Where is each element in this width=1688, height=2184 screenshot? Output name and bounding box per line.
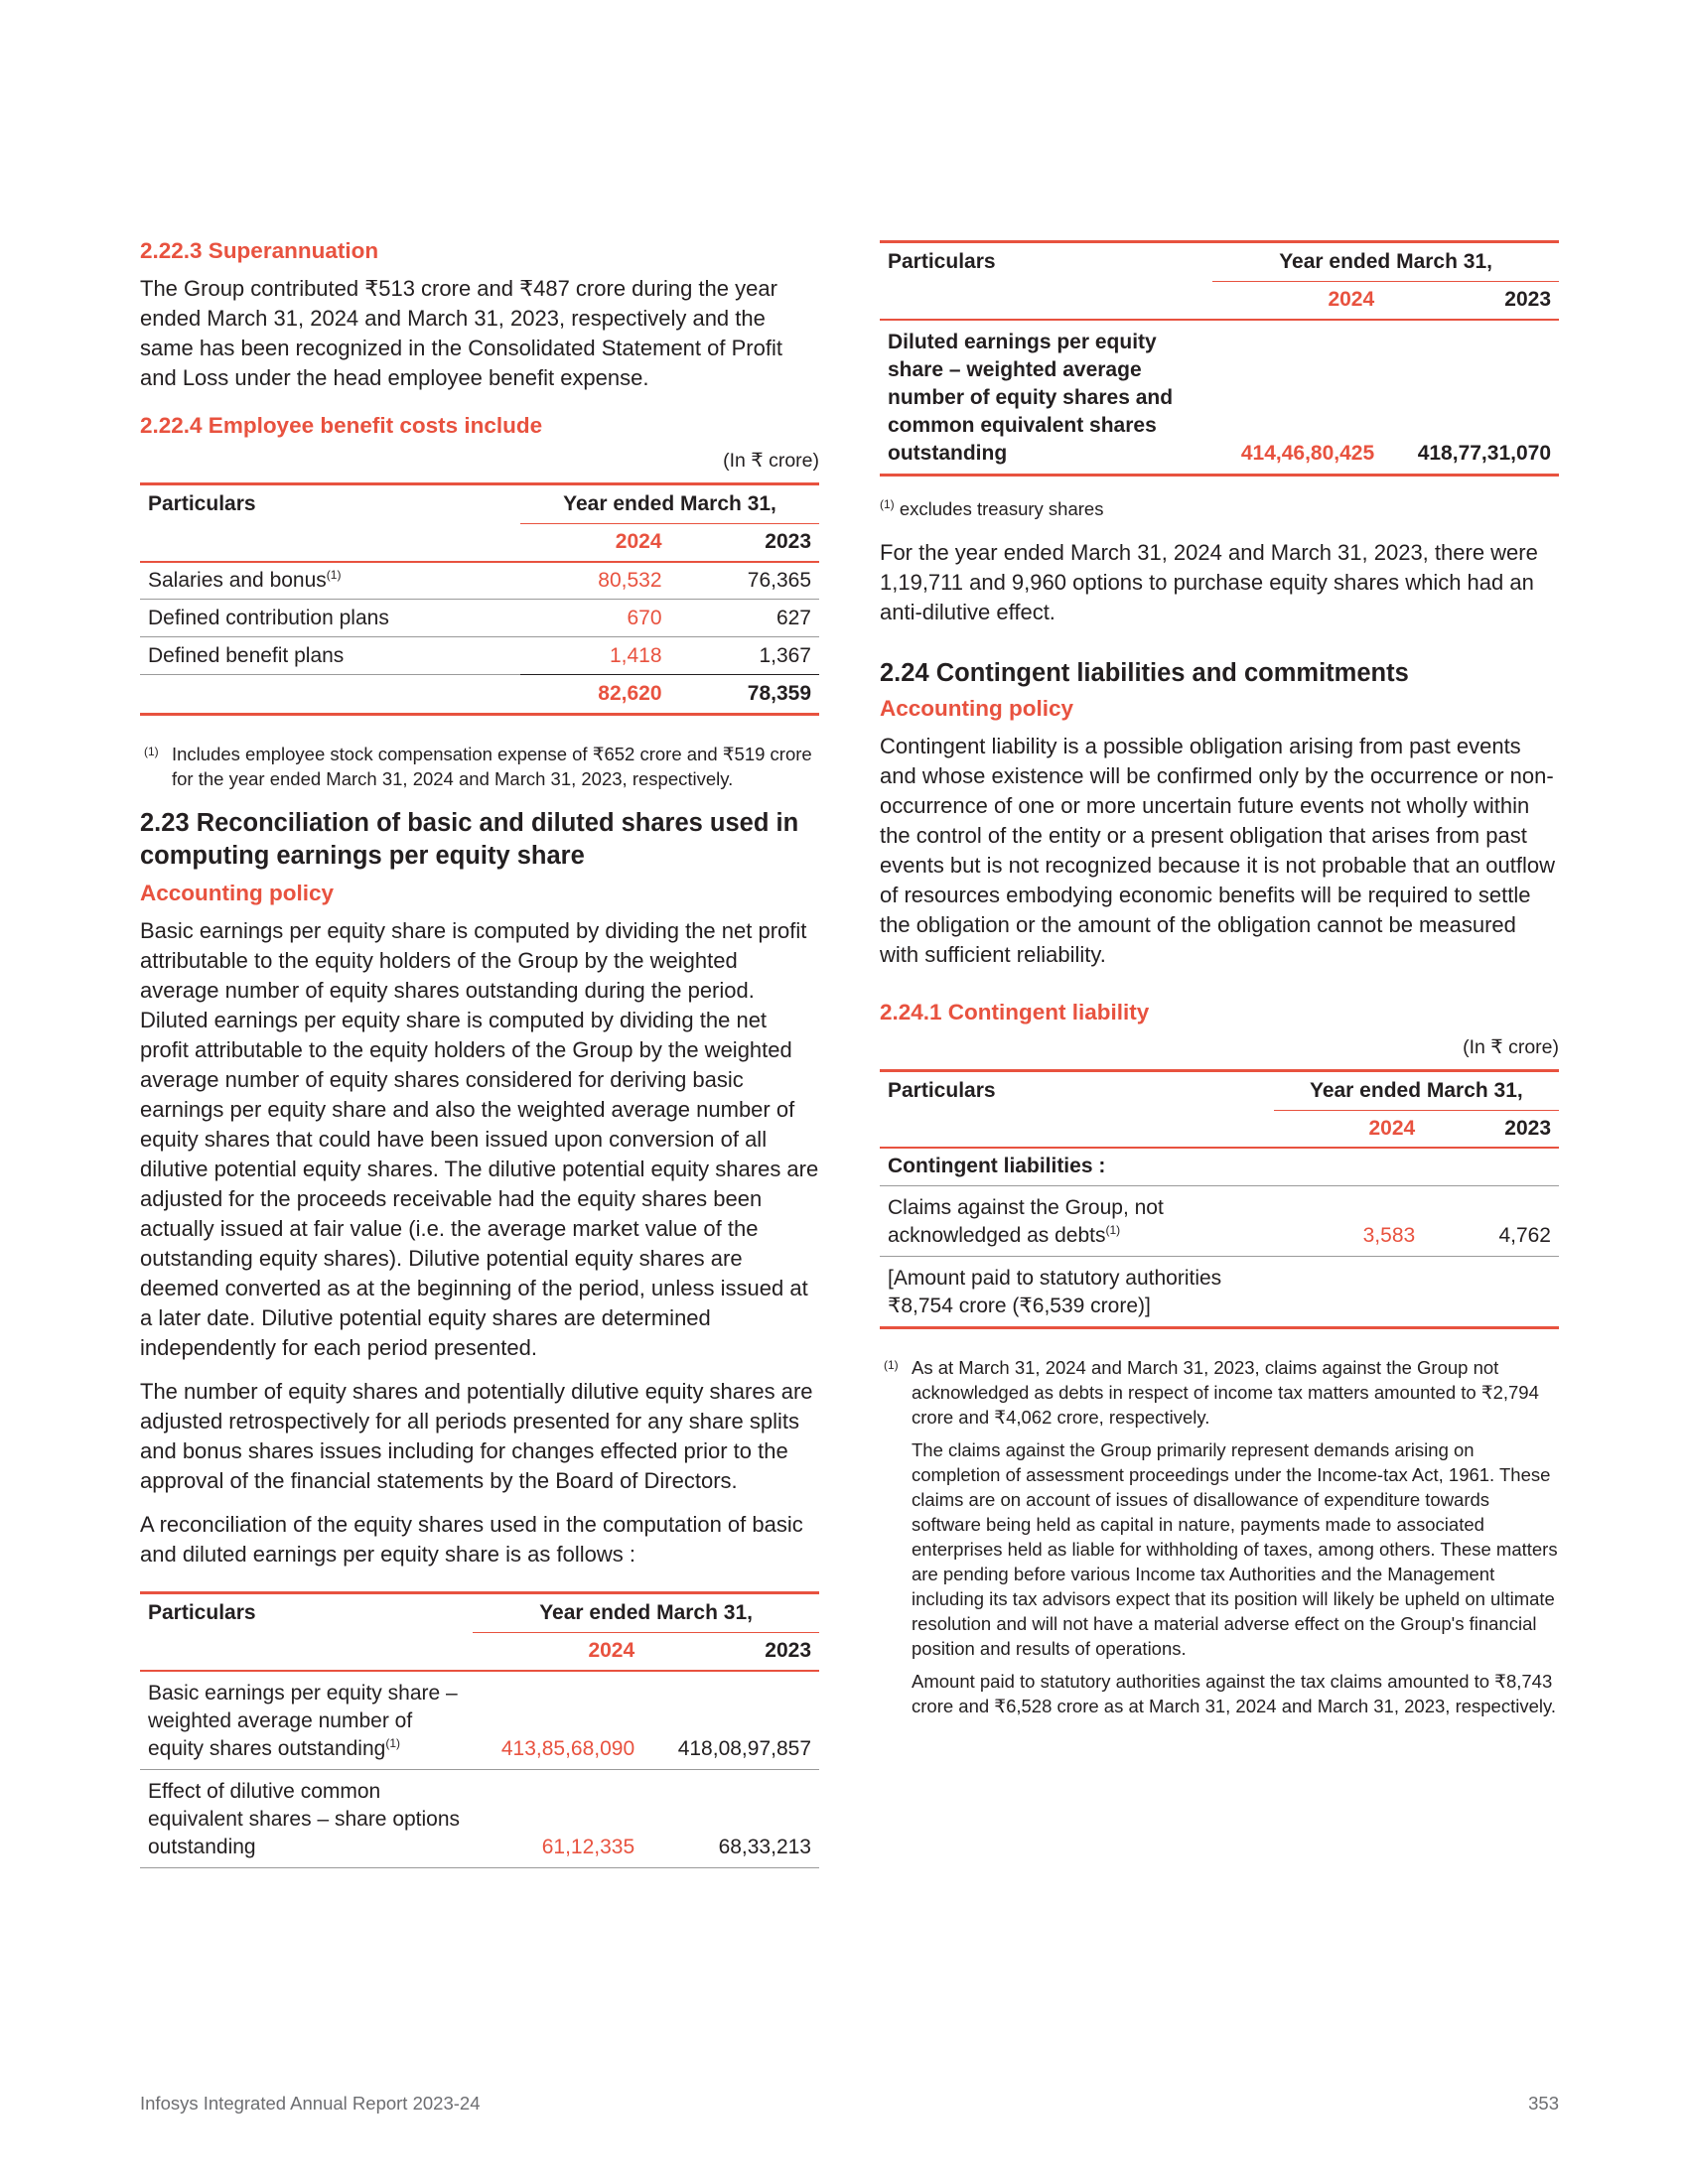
section-2224-heading: 2.22.4 Employee benefit costs include bbox=[140, 413, 543, 438]
table-header-row bbox=[880, 242, 1559, 282]
section-223-paragraph-1: Basic earnings per equity share is computed by dividing the net profit attributable to the equity holders of the Group by the weighted average number of equity shares outstanding during the period. Diluted earnings per equity share is computed by dividing the net profit attributable to the equity holders of the Group by the weighted average number of equity shares considered for deriving basic earnings per equity share and also the weighted average number of equity shares that could have been issued upon conversion of all dilutive potential equity shares. The dilutive potential equity shares are adjusted for the proceeds receivable had the equity shares been actually issued at fair value (i.e. the average market value of the outstanding equity shares). Dilutive potential equity shares are deemed converted as at the beginning of the period, unless issued at a later date. Dilutive potential equity shares are determined independently for each period presented. bbox=[140, 918, 819, 1360]
section-224-policy: Accounting policy bbox=[880, 695, 1074, 721]
row-label: Defined contribution plans bbox=[140, 600, 520, 637]
row-label: Basic earnings per equity share – weighted average number of equity shares outstanding bbox=[148, 1681, 458, 1760]
section-224-paragraph: Contingent liability is a possible obligation arising from past events and whose existence will be confirmed only by the occurrence or non-occurrence of one or more uncertain future events not wholly within the control of the entity or a present obligation that arises from past events but is not recognized because it is not probable that an outflow of resources embodying economic benefits will be required to settle the obligation or the amount of the obligation cannot be measured with sufficient reliability. bbox=[880, 733, 1555, 967]
table-row bbox=[140, 600, 819, 637]
value-2023: 4,762 bbox=[1423, 1185, 1559, 1256]
section-223-paragraph-2: The number of equity shares and potentially dilutive equity shares are adjusted retrospectively for all periods presented for any share splits and bonus shares issues including for changes effected prior to the approval of the financial statements by the Board of Directors. bbox=[140, 1379, 813, 1493]
footnote-mark: (1) bbox=[884, 1357, 899, 1372]
footer-page-number: 353 bbox=[1528, 2093, 1559, 2114]
value-2023: 1,367 bbox=[759, 643, 811, 667]
value-2023: 418,08,97,857 bbox=[642, 1671, 819, 1770]
value-2024: 413,85,68,090 bbox=[473, 1671, 642, 1770]
value-2024: 80,532 bbox=[520, 562, 669, 600]
footer-report-title: Infosys Integrated Annual Report 2023-24 bbox=[140, 2093, 481, 2114]
row-label: Effect of dilutive common equivalent shares – share options outstanding bbox=[140, 1769, 473, 1867]
table-section-row bbox=[880, 1148, 1559, 1185]
col-particulars: Particulars bbox=[140, 484, 520, 524]
table-row bbox=[140, 1769, 819, 1867]
section-223-heading: 2.23 Reconciliation of basic and diluted shares used in computing earnings per equity share bbox=[140, 809, 799, 870]
col-2024: 2024 bbox=[1212, 282, 1382, 320]
footnote-paragraph-1: As at March 31, 2024 and March 31, 2023, claims against the Group not acknowledged as debts in respect of income tax matters amounted to ₹2,794 crore and ₹4,062 crore, respectively. bbox=[912, 1356, 1539, 1428]
section-223-policy: Accounting policy bbox=[140, 881, 335, 905]
col-year-ended: Year ended March 31, bbox=[473, 1593, 819, 1633]
footnote-mark: (1) bbox=[880, 496, 895, 511]
section-2224-unit: (In ₹ crore) bbox=[723, 450, 819, 472]
table-header-row bbox=[140, 484, 819, 524]
col-year-ended: Year ended March 31, bbox=[520, 484, 819, 524]
col-2023: 2023 bbox=[670, 524, 819, 562]
value-2024: 670 bbox=[520, 600, 669, 637]
section-label: Contingent liabilities : bbox=[880, 1148, 1559, 1185]
table-row bbox=[140, 1671, 819, 1770]
eps-shares-table bbox=[140, 1591, 819, 1868]
footnote-text: excludes treasury shares bbox=[899, 497, 1104, 519]
footnote-mark: (1) bbox=[1105, 1222, 1121, 1237]
section-2223-heading: 2.22.3 Superannuation bbox=[140, 238, 379, 263]
eps-shares-table-continued bbox=[880, 240, 1559, 477]
col-2023: 2023 bbox=[642, 1633, 819, 1671]
table-header-row bbox=[140, 1593, 819, 1633]
section-223-paragraph-3: A reconciliation of the equity shares used in the computation of basic and diluted earnings per equity share is as follows : bbox=[140, 1512, 803, 1567]
employee-benefit-table bbox=[140, 482, 819, 716]
col-particulars: Particulars bbox=[140, 1593, 473, 1633]
employee-benefit-footnote bbox=[140, 742, 819, 791]
footnote-mark: (1) bbox=[385, 1735, 400, 1750]
section-2223-text: The Group contributed ₹513 crore and ₹487 crore during the year ended March 31, 2024 and March 31, 2023, respectively and the same has been recognized in the Consolidated Statement of Profit and Loss under the head employee benefit expense. bbox=[140, 276, 782, 390]
row-label: [Amount paid to statutory authorities ₹8,754 crore (₹6,539 crore)] bbox=[880, 1256, 1274, 1327]
col-year-ended: Year ended March 31, bbox=[1212, 242, 1559, 282]
value-2024: 1,418 bbox=[609, 643, 662, 667]
footnote-mark: (1) bbox=[144, 745, 159, 758]
col-2024: 2024 bbox=[520, 524, 669, 562]
row-label: Defined benefit plans bbox=[148, 643, 345, 667]
eps-footnote bbox=[880, 498, 1559, 520]
table-row bbox=[880, 1256, 1559, 1327]
col-year-ended: Year ended March 31, bbox=[1274, 1070, 1559, 1110]
col-2023: 2023 bbox=[1382, 282, 1559, 320]
section-224-heading: 2.24 Contingent liabilities and commitments bbox=[880, 658, 1409, 687]
col-2024: 2024 bbox=[1274, 1110, 1423, 1148]
value-2023: 418,77,31,070 bbox=[1382, 320, 1559, 476]
contingent-liability-footnote bbox=[880, 1355, 1559, 1718]
footnote-paragraph-3: Amount paid to statutory authorities against the tax claims amounted to ₹8,743 crore and ₹6,528 crore as at March 31, 2024 and March 31, 2023, respectively. bbox=[912, 1670, 1557, 1716]
value-2024: 61,12,335 bbox=[473, 1769, 642, 1867]
value-2023: 76,365 bbox=[670, 562, 819, 600]
table-row bbox=[140, 637, 819, 675]
footnote-paragraph-2: The claims against the Group primarily represent demands arising on completion of assessment proceedings under the Income-tax Act, 1961. These claims are on account of issues of disallowance of expenditure towards software being held as capital in nature, payments made to associated enterprises held as liable for withholding of taxes, among others. These matters are pending before various Income tax Authorities and the Management including its tax advisors expect that its position will likely be upheld on ultimate resolution and will not have a material adverse effect on the Group's financial position and results of operations. bbox=[912, 1438, 1558, 1659]
value-2023: 68,33,213 bbox=[642, 1769, 819, 1867]
left-column bbox=[140, 238, 819, 1868]
value-2023: 627 bbox=[670, 600, 819, 637]
row-label: Salaries and bonus bbox=[148, 568, 327, 592]
table-row bbox=[140, 562, 819, 600]
total-2023: 78,359 bbox=[670, 675, 819, 715]
table-row bbox=[880, 320, 1559, 476]
footnote-text: Includes employee stock compensation expense of ₹652 crore and ₹519 crore for the year ended March 31, 2024 and March 31, 2023, respectively. bbox=[172, 744, 812, 789]
total-2024: 82,620 bbox=[520, 675, 669, 715]
section-2241-heading: 2.24.1 Contingent liability bbox=[880, 999, 1150, 1024]
col-particulars: Particulars bbox=[880, 1070, 1274, 1110]
col-particulars: Particulars bbox=[880, 242, 1212, 282]
table-total-row bbox=[140, 675, 819, 715]
value-2024: 3,583 bbox=[1274, 1185, 1423, 1256]
anti-dilutive-paragraph: For the year ended March 31, 2024 and March 31, 2023, there were 1,19,711 and 9,960 options to purchase equity shares which had an anti-dilutive effect. bbox=[880, 539, 1538, 624]
row-label: Claims against the Group, not acknowledged as debts bbox=[888, 1195, 1164, 1247]
right-column bbox=[880, 240, 1559, 1726]
table-header-row bbox=[880, 1070, 1559, 1110]
section-2241-unit: (In ₹ crore) bbox=[1463, 1035, 1559, 1058]
row-label: Diluted earnings per equity share – weighted average number of equity shares and common equivalent shares outstanding bbox=[880, 320, 1212, 476]
table-row bbox=[880, 1185, 1559, 1256]
contingent-liability-table bbox=[880, 1069, 1559, 1329]
footnote-mark: (1) bbox=[326, 567, 342, 582]
col-2024: 2024 bbox=[473, 1633, 642, 1671]
col-2023: 2023 bbox=[1423, 1110, 1559, 1148]
value-2024: 414,46,80,425 bbox=[1212, 320, 1382, 476]
